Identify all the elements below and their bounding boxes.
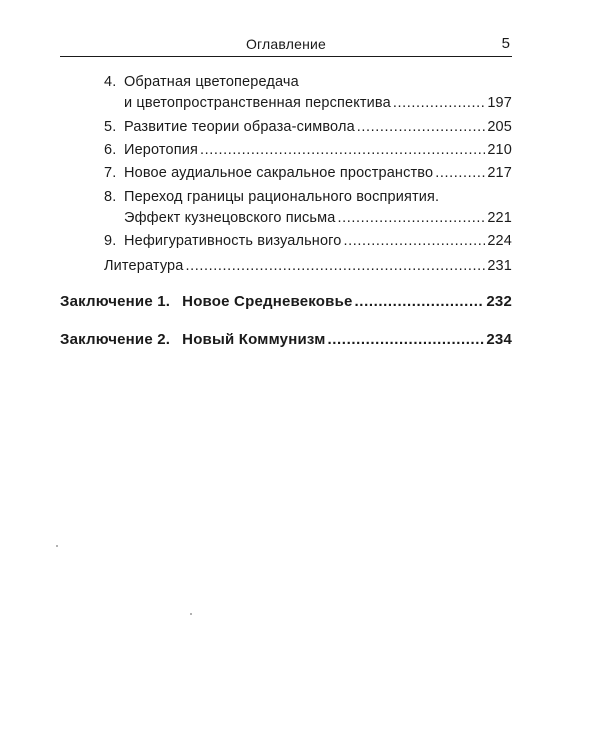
toc-entry-line — [104, 163, 512, 184]
toc-entry-line — [104, 187, 512, 208]
toc-conclusion-title: Новый Коммунизм — [182, 331, 326, 348]
toc-entry-page: 231 — [487, 258, 512, 274]
toc-entry-literature[interactable] — [104, 256, 512, 277]
toc-entry-line — [104, 93, 512, 114]
toc-entry-line — [60, 329, 512, 350]
toc-entry-title: Развитие теории образа-символа — [124, 119, 355, 135]
toc-entry-line — [60, 291, 512, 312]
toc-entry-page: 234 — [486, 331, 512, 348]
toc-entry-number: 7. — [104, 165, 117, 181]
toc-entry-line — [104, 231, 512, 252]
toc-entry-title: Новое аудиальное сакральное пространство — [124, 165, 434, 181]
toc-entry-number: 9. — [104, 233, 117, 249]
toc-conclusion-label: Заключение 1. — [60, 293, 171, 310]
dot-leader — [355, 291, 485, 312]
toc-entry-9[interactable] — [104, 231, 512, 252]
toc-entry-page: 205 — [487, 119, 512, 135]
toc-entry-title-continued: Эффект кузнецовского письма — [124, 210, 336, 226]
dot-leader — [337, 208, 485, 229]
toc-entry-title: Иеротопия — [124, 142, 198, 158]
running-header — [60, 34, 512, 57]
toc-entry-line — [104, 256, 512, 277]
toc-entry-line — [104, 140, 512, 161]
dot-leader — [328, 329, 485, 350]
toc-entry-page: 224 — [487, 233, 512, 249]
toc-entry-number: 6. — [104, 142, 117, 158]
dot-leader — [200, 140, 485, 161]
dot-leader — [435, 163, 485, 184]
toc-entry-number: 5. — [104, 119, 117, 135]
toc-entry-number: 8. — [104, 189, 117, 205]
toc-entry-title-continued: и цветопространственная перспектива — [124, 95, 391, 111]
toc-entry-title: Нефигуративность визуального — [124, 233, 342, 249]
toc-entry-5[interactable] — [104, 117, 512, 138]
toc-entry-4[interactable] — [104, 72, 512, 114]
toc-entry-title: Литература — [104, 258, 184, 274]
toc-entry-title: Обратная цветопередача — [124, 74, 299, 90]
toc-entry-line — [104, 117, 512, 138]
toc-entry-page: 210 — [487, 142, 512, 158]
toc-entry-8[interactable] — [104, 187, 512, 229]
toc-entry-line — [104, 72, 512, 93]
toc-entry-page: 197 — [487, 95, 512, 111]
dot-leader — [393, 93, 486, 114]
toc-entry-title: Переход границы рационального восприятия. — [124, 189, 440, 205]
toc-entry-page: 221 — [487, 210, 512, 226]
header-title: Оглавление — [245, 36, 327, 52]
toc-entry-6[interactable] — [104, 140, 512, 161]
toc-conclusion-1[interactable] — [60, 291, 512, 312]
toc-conclusion-title: Новое Средневековье — [182, 293, 353, 310]
toc-entry-line — [104, 208, 512, 229]
dot-leader — [357, 117, 486, 138]
toc-entry-page: 232 — [486, 293, 512, 310]
dot-leader — [186, 256, 486, 277]
toc-entry-7[interactable] — [104, 163, 512, 184]
scan-speck — [56, 545, 58, 547]
toc-entry-page: 217 — [487, 165, 512, 181]
scan-speck — [190, 613, 192, 615]
header-page-number: 5 — [501, 35, 510, 52]
dot-leader — [344, 231, 486, 252]
toc-conclusion-2[interactable] — [60, 329, 512, 350]
toc-conclusion-label: Заключение 2. — [60, 331, 171, 348]
toc-entry-number: 4. — [104, 74, 117, 90]
